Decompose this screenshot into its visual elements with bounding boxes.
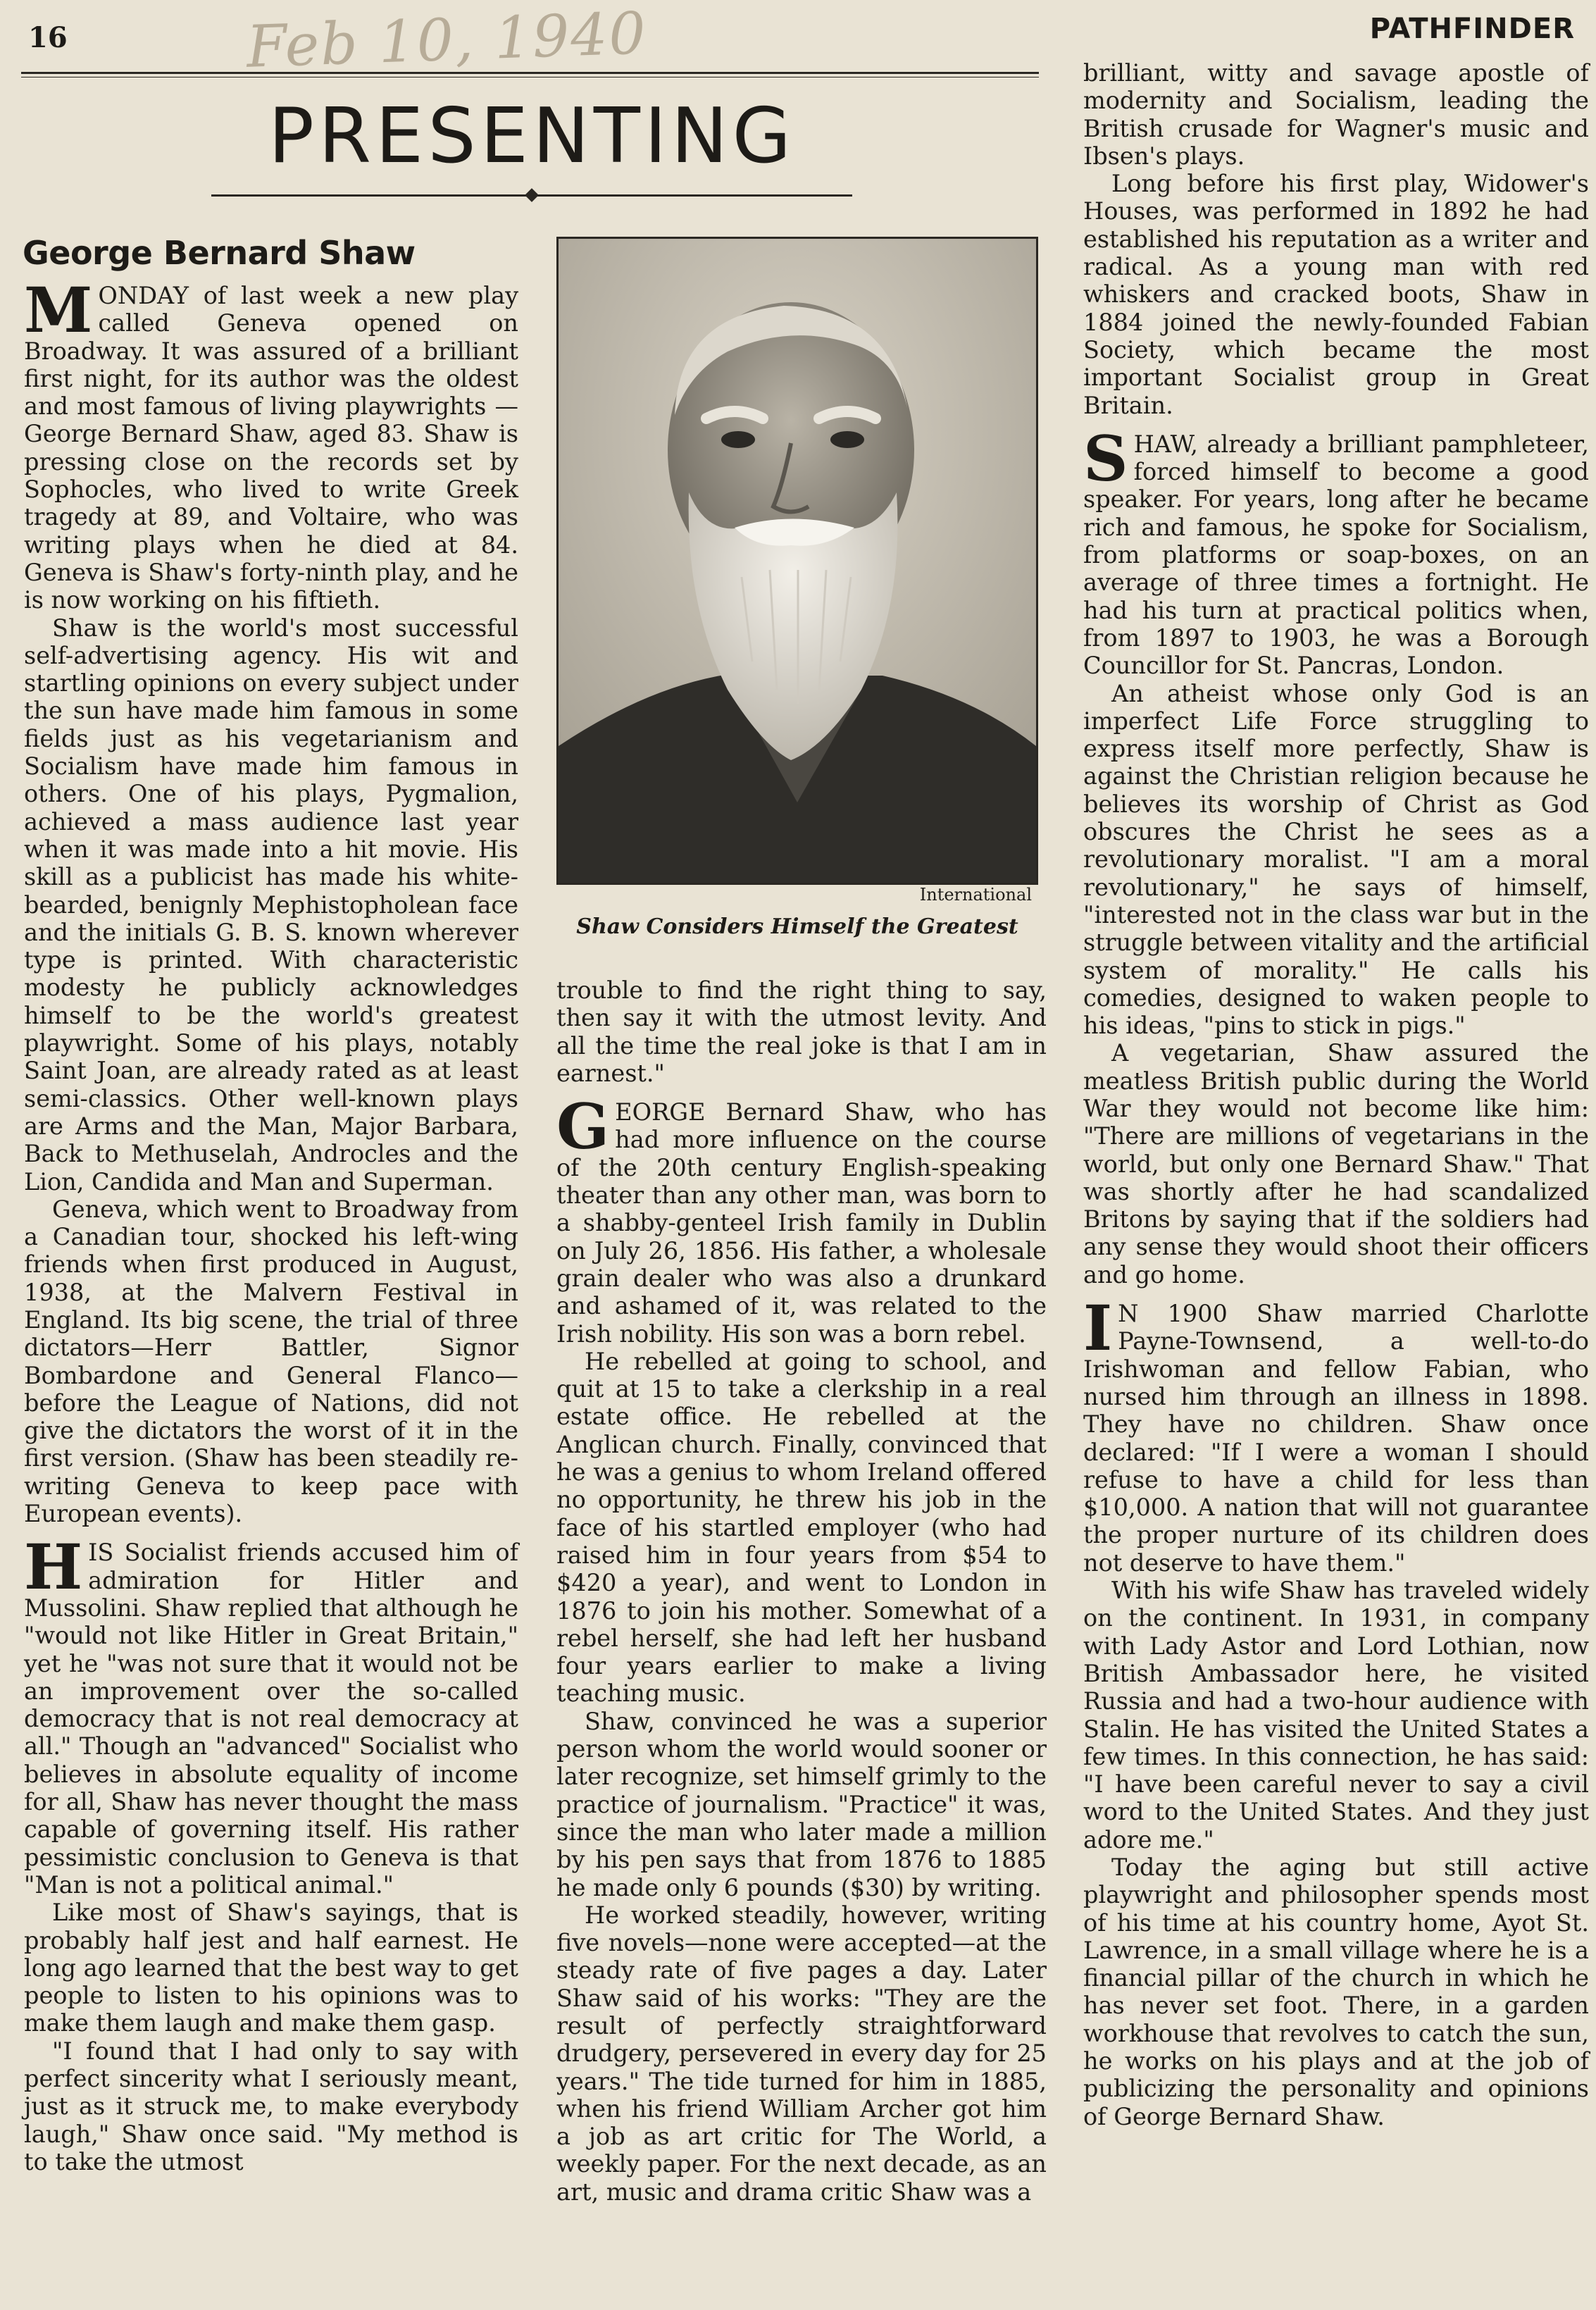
paragraph: Today the aging but still active playwright and philosopher spends most of his time at his country home, Ayot St. Lawrence, in a small village where he is a financial pillar of the church in which he has never set foot. There, in a garden workhouse that revolves to catch the sun, he works on his plays and at the job of publicizing the personality and opinions of George Bernard Shaw. [1083,1853,1589,2130]
paragraph: GEORGE Bernard Shaw, who has had more influence on the course of the 20th century English-speaking theater than any other man, was born to a shabby-genteel Irish family in Dublin on July 26, 1856. His father, a wholesale grain dealer who was also a drunkard and ashamed of it, was related to the Irish nobility. His son was a born rebel. [556,1090,1047,1348]
shaw-portrait-photo [556,237,1038,885]
photo-caption: Shaw Considers Himself the Greatest [576,914,1018,939]
paragraph: Geneva, which went to Broadway from a Canadian tour, shocked his left-wing friends when first produced in August, 1938, at the Malvern Festival in England. Its big scene, the trial of three dictators—Herr Battler, Signor Bombardone and General Flanco—before the League of Nations, did not give the dictators the worst of it in the first version. (Shaw has been steadily re-writing Geneva to keep pace with European events). [24,1195,518,1528]
drop-cap: H [24,1530,83,1604]
paragraph: SHAW, already a brilliant pamphleteer, forced himself to become a good speaker. For years, long after he became rich and famous, he spoke for Socialism, from platforms or soap-boxes, on an average of three times a fortnight. He had his turn at practical politics when, from 1897 to 1903, he was a Borough Councillor for St. Pancras, London. [1083,421,1589,680]
page-number: 16 [28,21,68,54]
header-rule [21,72,1039,77]
drop-cap: S [1083,421,1128,495]
portrait-illustration [559,239,1036,883]
publication-name: PATHFINDER [1369,13,1575,45]
paragraph: He rebelled at going to school, and quit at 15 to take a clerkship in a real estate office. He rebelled at the Anglican church. Finally, convinced that he was a genius to whom Ireland offered no opportunity, he threw his job in the face of his startled employer (who had raised him in four years from $54 to $420 a year), and went to London in 1876 to join his mother. Somewhat of a rebel herself, she had left her husband four years earlier to make a living teaching music. [556,1347,1047,1708]
paragraph: Shaw, convinced he was a superior person whom the world would sooner or later recognize, set himself grimly to the practice of journalism. "Practice" it was, since the man who later made a million by his pen says that from 1876 to 1885 he made only 6 pounds ($30) by writing. [556,1707,1047,1901]
paragraph: He worked steadily, however, writing five novels—none were accepted—at the steady rate of five pages a day. Later Shaw said of his works: "They are the result of perfectly straightforward drudgery, persevered in every day for 25 years." The tide turned for him in 1885, when his friend William Archer got him a job as art critic for The World, a weekly paper. For the next decade, as an art, music and drama critic Shaw was a [556,1901,1047,2206]
handwritten-date: Feb 10, 1940 [245,0,649,81]
drop-cap: I [1083,1291,1113,1365]
paragraph: brilliant, witty and savage apostle of modernity and Socialism, leading the British crusade for Wagner's music and Ibsen's plays. [1083,59,1589,170]
title-rule [211,194,852,197]
drop-cap: G [556,1090,610,1164]
drop-cap: M [24,273,93,347]
paragraph: A vegetarian, Shaw assured the meatless British public during the World War they would not become like him: "There are millions of vegetarians in the world, but only one Bernard Shaw." That was shortly after he had scandalized Britons by saying that if the soldiers had any sense they would shoot their officers and go home. [1083,1039,1589,1288]
section-title: PRESENTING [268,92,796,180]
paragraph: MONDAY of last week a new play called Geneva opened on Broadway. It was assured of a brilliant first night, for its author was the oldest and most famous of living playwrights —George Bernard Shaw, aged 83. Shaw is pressing close on the records set by Sophocles, who lived to write Greek tragedy at 89, and Voltaire, who was writing plays when he died at 84. Geneva is Shaw's forty-ninth play, and he is now working on his fiftieth. [24,273,518,614]
paragraph: Long before his first play, Widower's Houses, was performed in 1892 he had established his reputation as a writer and radical. As a young man with red whiskers and cracked boots, Shaw in 1884 joined the newly-founded Fabian Society, which became the most important Socialist group in Great Britain. [1083,170,1589,419]
paragraph: "I found that I had only to say with perfect sincerity what I seriously meant, just as it struck me, to make everybody laugh," Shaw once said. "My method is to take the utmost [24,2037,518,2175]
column-3 [1083,59,1589,2130]
paragraph: I N 1900 Shaw married Charlotte Payne-Townsend, a well-to-do Irishwoman and fellow Fabian, who nursed him through an illness in 1898. They have no children. Shaw once declared: "If I were a woman I should refuse to have a child for less than $10,000. A nation that will not guarantee the proper nurture of its children does not deserve to have them." [1083,1291,1589,1577]
paragraph: An atheist whose only God is an imperfect Life Force struggling to express itself more perfectly, Shaw is against the Christian religion because he believes its worship of Christ as God obscures the Christ he sees as a revolutionary moralist. "I am a moral revolutionary," he says of himself, "interested not in the class war but in the struggle between vitality and the artificial system of morality." He calls his comedies, designed to waken people to his ideas, "pins to stick in pigs." [1083,679,1589,1040]
paragraph: Like most of Shaw's sayings, that is probably half jest and half earnest. He long ago learned that the best way to get people to listen to his opinions was to make them laugh and make them gasp. [24,1899,518,2037]
paragraph: trouble to find the right thing to say, then say it with the utmost levity. And all the time the real joke is that I am in earnest." [556,976,1047,1087]
column-1 [24,273,518,2175]
paragraph: Shaw is the world's most successful self-advertising agency. His wit and startling opinions on every subject under the sun have made him famous in some fields just as his vegetarianism and Socialism have made him famous in others. One of his plays, Pygmalion, achieved a mass audience last year when it was made into a hit movie. His skill as a publicist has made his white-bearded, benignly Mephistopholean face and the initials G. B. S. known wherever type is printed. With characteristic modesty he publicly acknowledges himself to be the world's greatest playwright. Some of his plays, notably Saint Joan, are already rated as at least semi-classics. Other well-known plays are Arms and the Man, Major Barbara, Back to Methuselah, Androcles and the Lion, Candida and Man and Superman. [24,614,518,1196]
paragraph: HIS Socialist friends accused him of admiration for Hitler and Mussolini. Shaw replied that although he "would not like Hitler in Great Britain," yet he "was not sure that it would not be an improvement over the so-called democracy that is not real democracy at all." Though an "advanced" Socialist who believes in absolute equality of income for all, Shaw has never thought the mass capable of governing itself. His rather pessimistic conclusion to Geneva is that "Man is not a political animal." [24,1530,518,1899]
article-subject: George Bernard Shaw [23,234,416,272]
column-2 [556,976,1047,2206]
photo-credit: International [919,885,1032,905]
paragraph: With his wife Shaw has traveled widely on the continent. In 1931, in company with Lady Astor and Lord Lothian, now British Ambassador here, he visited Russia and had a two-hour audience with Stalin. He has visited the United States a few times. In this connection, he has said: "I have been careful never to say a civil word to the United States. And they just adore me." [1083,1577,1589,1853]
